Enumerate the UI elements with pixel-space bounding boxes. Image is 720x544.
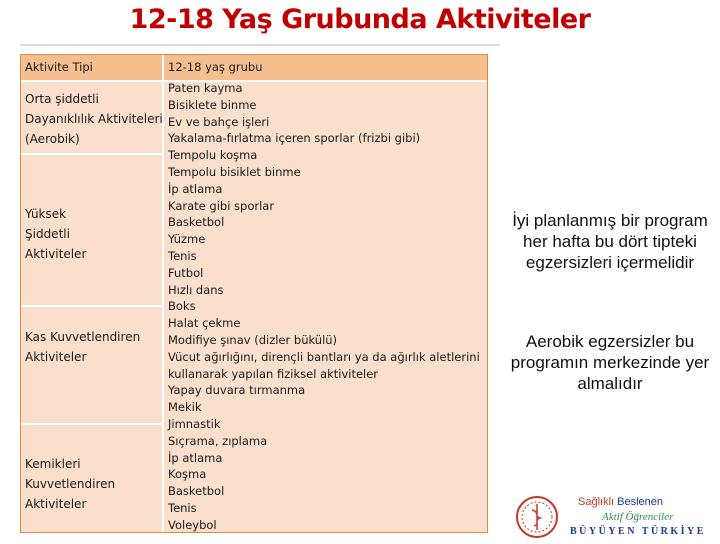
header-age-group: 12-18 yaş grubu [168,60,263,74]
category-line: (Aerobik) [25,132,80,146]
activity-item: Karate gibi sporlar [168,198,275,213]
activity-item: Tenis [168,248,197,263]
category-vigorous [25,204,86,264]
activity-items-list [168,80,480,534]
category-line: Kuvvetlendiren [25,477,116,491]
row-divider [21,305,162,307]
activity-item: Yüzme [168,232,206,247]
activity-item: Mekik [168,400,202,415]
logo-text-line1 [578,496,663,508]
activity-item: Vücut ağırlığını, dirençli bantları ya da ağırlık aletlerini [168,349,480,364]
activity-item: Tempolu bisiklet binme [168,164,301,179]
category-line: Aktiviteler [25,350,87,364]
logo-word-saglikli: Sağlıklı [578,496,615,508]
activity-item: Sıçrama, zıplama [168,433,268,448]
category-line: Kas Kuvvetlendiren [25,330,141,344]
activity-item: Basketbol [168,484,225,499]
logo-text-line2: Aktif Öğrenciler [602,511,674,523]
category-line: Aktiviteler [25,247,87,261]
category-line: Kemikleri [25,457,81,471]
activity-item: İp atlama [168,181,223,196]
activity-item: kullanarak yapılan fiziksel aktiviteler [168,366,379,381]
logo-text-line3: BÜYÜYEN TÜRKİYE [570,526,706,537]
activity-item: Bisiklete binme [168,97,257,112]
category-aerobic [25,89,163,149]
activity-table [20,54,488,533]
activity-item: Paten kayma [168,81,243,95]
category-bone [25,454,115,514]
row-divider [21,423,162,425]
header-activity-type: Aktivite Tipi [25,60,93,74]
category-line: Yüksek [25,207,67,221]
activity-item: Boks [168,299,196,314]
ministry-emblem-icon [514,494,560,540]
activity-item: Modifiye şınav (dizler bükülü) [168,332,338,347]
category-line: Dayanıklılık Aktiviteleri [25,112,163,126]
activity-item: Voleybol [168,517,217,532]
row-divider [21,153,162,155]
activity-item: Koşma [168,467,207,482]
activity-item: Basketbol [168,215,225,230]
activity-item: Futbol [168,265,204,280]
page-title: 12-18 Yaş Grubunda Aktiviteler [129,4,591,35]
logo [514,494,720,540]
note-aerobic-center: Aerobik egzersizler bu programın merkezinde yer almalıdır [510,332,710,393]
category-line: Şiddetli [25,227,70,241]
activity-item: Jimnastik [168,416,221,431]
activity-item: Halat çekme [168,316,241,331]
activity-item: İp atlama [168,450,223,465]
title-divider [20,44,500,46]
activity-item: Tempolu koşma [168,148,258,163]
table-header-row [21,55,487,82]
category-line: Aktiviteler [25,497,87,511]
activity-item: Tenis [168,500,197,515]
category-line: Orta şiddetli [25,92,99,106]
activity-item: Yapay duvara tırmanma [168,383,306,398]
activity-item: Hızlı dans [168,282,224,297]
category-muscle [25,327,140,367]
note-four-types: İyi planlanmış bir program her hafta bu dört tipteki egzersizleri içermelidir [512,211,708,272]
activity-item: Yakalama-fırlatma içeren sporlar (frizbi gibi) [168,131,421,146]
activity-item: Ev ve bahçe işleri [168,114,270,129]
logo-word-beslenen: Beslenen [617,496,664,508]
